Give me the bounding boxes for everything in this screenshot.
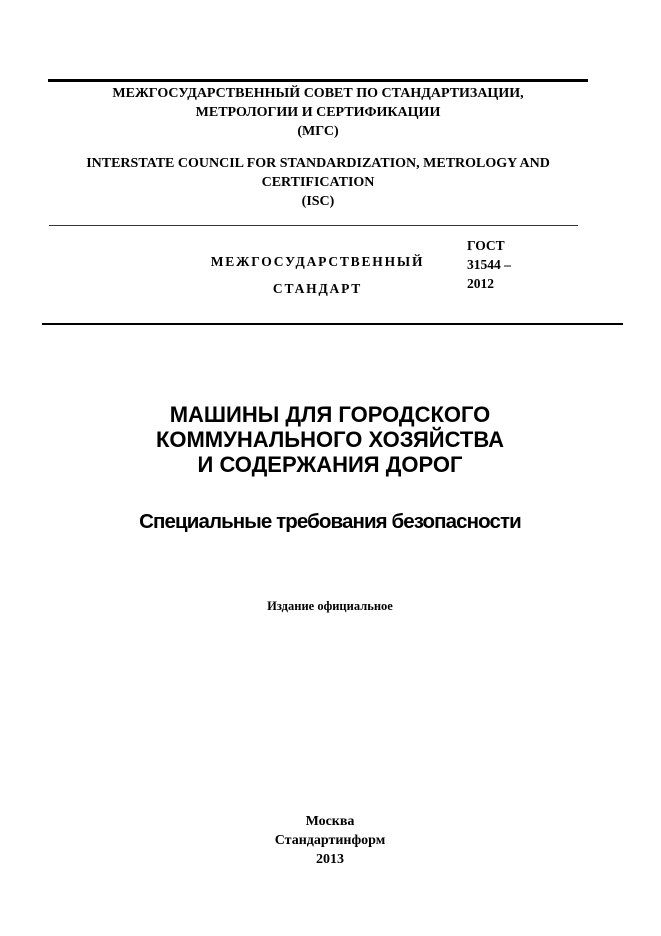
- publisher-imprint: [230, 812, 430, 869]
- title-line-2: КОММУНАЛЬНОГО ХОЗЯЙСТВА: [155, 427, 505, 452]
- council-name-english: [48, 154, 588, 211]
- title-line-3: И СОДЕРЖАНИЯ ДОРОГ: [197, 452, 463, 477]
- standard-type-line-2: СТАНДАРТ: [272, 281, 363, 296]
- title-line-1: МАШИНЫ ДЛЯ ГОРОДСКОГО: [169, 402, 491, 427]
- council-ru-line-1: МЕЖГОСУДАРСТВЕННЫЙ СОВЕТ ПО СТАНДАРТИЗАЦИИ,: [112, 86, 524, 101]
- council-en-line-3: (ISC): [301, 194, 335, 209]
- document-subtitle: Специальные требования безопасности: [139, 510, 521, 533]
- council-ru-line-3: (МГС): [297, 124, 339, 139]
- gost-code-line-2: 31544 –: [467, 257, 511, 272]
- bottom-rule: [42, 323, 623, 325]
- imprint-city: Москва: [305, 814, 355, 829]
- council-ru-line-2: МЕТРОЛОГИИ И СЕРТИФИКАЦИИ: [195, 105, 441, 120]
- separator-rule: [49, 225, 578, 226]
- council-name-russian: [48, 84, 588, 141]
- imprint-publisher: Стандартинформ: [274, 833, 386, 848]
- top-rule: [48, 79, 588, 82]
- standard-type-line-1: МЕЖГОСУДАРСТВЕННЫЙ: [210, 254, 425, 269]
- standard-type-label: [190, 248, 445, 302]
- gost-designation: [467, 236, 511, 293]
- council-en-line-1: INTERSTATE COUNCIL FOR STANDARDIZATION, METROLOGY AND: [86, 156, 550, 171]
- imprint-year: 2013: [316, 852, 344, 867]
- gost-code-line-3: 2012: [467, 276, 494, 291]
- edition-label: Издание официальное: [267, 599, 393, 613]
- document-title: [100, 402, 560, 477]
- council-en-line-2: CERTIFICATION: [261, 175, 375, 190]
- gost-code-line-1: ГОСТ: [467, 238, 505, 253]
